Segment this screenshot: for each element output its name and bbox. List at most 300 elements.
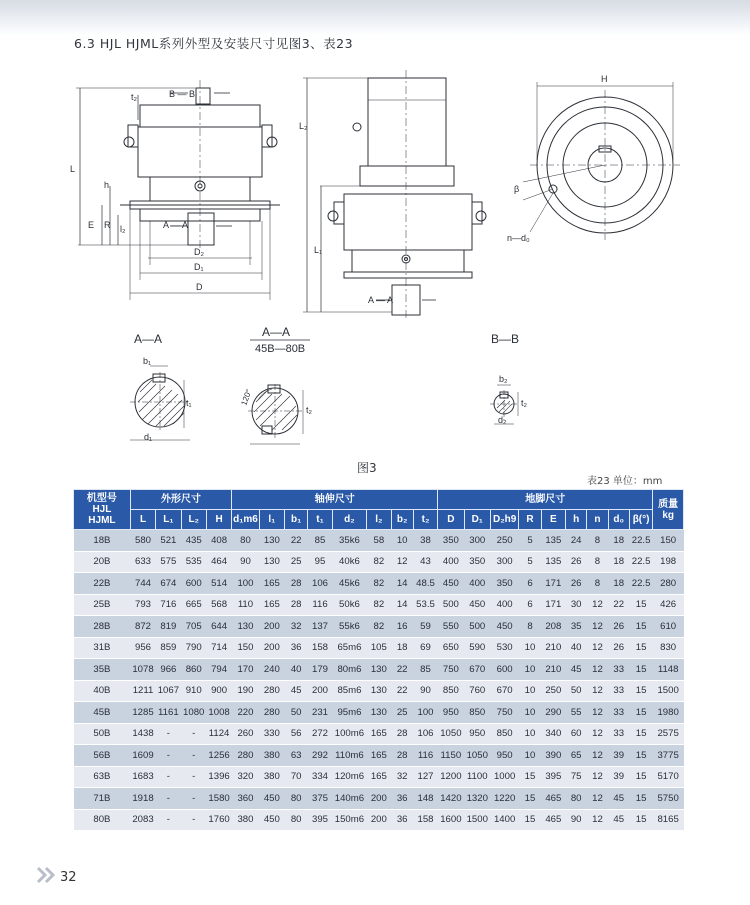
table-cell: 535 [181,551,206,573]
table-cell: - [156,788,181,810]
table-cell: 12 [587,594,608,616]
table-cell: 1500 [464,809,490,831]
table-cell: 350 [490,573,518,595]
table-cell: 137 [308,616,332,638]
table-cell: 633 [130,551,155,573]
table-cell: 45 [566,659,587,681]
table-cell: 28 [391,723,413,745]
table-cell: 65 [566,745,587,767]
table-cell: 1320 [464,788,490,810]
table-cell: 50 [566,680,587,702]
table-cell: 750 [438,659,464,681]
table-cell: 1080 [181,702,206,724]
table-cell: 33 [608,680,629,702]
header-mass-label: 质量 [658,498,679,510]
table-cell: 8 [587,573,608,595]
table-cell: 150 [232,637,259,659]
table-cell: 80 [285,788,308,810]
table-cell: 670 [464,659,490,681]
table-cell: 26 [566,551,587,573]
model-cell: 71B [74,788,131,810]
table-cell: 25 [285,551,308,573]
table-cell: 6 [519,573,541,595]
table-cell: 450 [464,594,490,616]
table-cell: 5170 [653,766,684,788]
table-cell: 100 [232,573,259,595]
table-cell: 714 [206,637,231,659]
table-cell: 2083 [130,809,155,831]
table-cell: 10 [519,723,541,745]
table-cell: 400 [490,594,518,616]
label-bb-top: B — B [169,89,196,99]
table-cell: 80 [285,809,308,831]
table-cell: 70 [285,766,308,788]
table-cell: 39 [608,766,629,788]
label-section-aa: A—A [134,332,163,346]
table-cell: 15 [629,766,652,788]
table-cell: 165 [367,766,391,788]
table-cell: 12 [391,551,413,573]
label-n-d0: n—d₀ [507,233,530,243]
table-cell: 395 [541,766,565,788]
header-mass [653,490,684,530]
table-cell: 334 [308,766,332,788]
table-cell: 530 [490,637,518,659]
table-cell: 50k6 [332,594,367,616]
table-cell: 18 [608,573,629,595]
table-cell: 59 [413,616,437,638]
table-cell: 330 [259,723,284,745]
column-header: b₁ [285,510,308,530]
table-cell: 24 [566,530,587,552]
table-cell: 28 [285,594,308,616]
table-cell: 1078 [130,659,155,681]
table-cell: 55k6 [332,616,367,638]
label-t2-aa2: t₂ [306,405,312,415]
table-row [74,637,684,659]
table-cell: 872 [130,616,155,638]
table-cell: 3775 [653,745,684,767]
table-cell: 408 [206,530,231,552]
table-cell: 1150 [438,745,464,767]
table-cell: 127 [413,766,437,788]
label-beta: β [514,184,520,194]
table-cell: 95m6 [332,702,367,724]
table-cell: 15 [629,702,652,724]
table-cell: 340 [541,723,565,745]
label-E: E [88,220,95,230]
table-cell: 53.5 [413,594,437,616]
table-cell: 280 [259,702,284,724]
label-t2-bb: t₂ [521,398,527,408]
table-cell: - [156,745,181,767]
table-cell: 22 [391,680,413,702]
table-cell: 170 [232,659,259,681]
table-cell: 12 [587,788,608,810]
table-cell: 1683 [130,766,155,788]
table-cell: 130 [259,551,284,573]
table-cell: 380 [259,766,284,788]
table-cell: 22 [608,594,629,616]
table-cell: 35k6 [332,530,367,552]
table-cell: 15 [629,788,652,810]
table-cell: 33 [608,659,629,681]
table-caption: 表23 单位：mm [587,476,663,487]
table-cell: 650 [438,637,464,659]
table-cell: 1161 [156,702,181,724]
column-header: t₂ [413,510,437,530]
column-header: β(°) [629,510,652,530]
table-cell: 790 [181,637,206,659]
table-cell: 1500 [653,680,684,702]
table-cell: 5 [519,551,541,573]
table-cell: 40 [566,637,587,659]
table-cell: 14 [391,573,413,595]
table-cell: 32 [285,616,308,638]
table-cell: 12 [587,659,608,681]
label-L2: L₂ [299,121,308,131]
table-cell: 1420 [438,788,464,810]
table-row [74,616,684,638]
table-cell: 36 [285,637,308,659]
table-cell: 15 [629,616,652,638]
table-cell: 1148 [653,659,684,681]
table-cell: 644 [206,616,231,638]
column-header: D₂h9 [490,510,518,530]
table-cell: 63 [285,745,308,767]
table-cell: 1211 [130,680,155,702]
table-cell: 130 [232,616,259,638]
table-cell: 950 [438,702,464,724]
label-L: L [70,164,76,174]
table-cell: 375 [308,788,332,810]
header-model [74,490,131,530]
table-cell: 90 [566,809,587,831]
header-mass-unit: kg [662,509,674,521]
table-cell: 966 [156,659,181,681]
table-cell: 280 [259,680,284,702]
table-cell: 12 [587,637,608,659]
table-cell: - [181,809,206,831]
table-cell: 22.5 [629,573,652,595]
table-cell: 130 [367,659,391,681]
column-header: b₂ [391,510,413,530]
table-cell: 950 [490,745,518,767]
table-cell: 514 [206,573,231,595]
table-cell: 130 [367,702,391,724]
label-d1: d₁ [144,432,153,442]
header-foot: 地脚尺寸 [438,490,653,510]
table-cell: 15 [519,788,541,810]
label-L1: L₁ [314,245,323,255]
table-cell: 210 [541,637,565,659]
table-cell: 158 [413,809,437,831]
table-cell: 674 [156,573,181,595]
table-cell: 1220 [490,788,518,810]
table-cell: 135 [541,551,565,573]
table-cell: 450 [259,809,284,831]
table-cell: 550 [438,616,464,638]
table-cell: 1580 [206,788,231,810]
table-cell: 116 [308,594,332,616]
table-cell: 165 [259,594,284,616]
table-cell: 231 [308,702,332,724]
table-cell: 45k6 [332,573,367,595]
table-cell: 220 [232,702,259,724]
label-section-bb: B—B [491,332,520,346]
column-header: E [541,510,565,530]
page-number: 32 [60,870,77,885]
table-cell: 210 [541,659,565,681]
technical-drawings [0,60,750,480]
table-cell: 165 [367,745,391,767]
table-cell: 200 [367,809,391,831]
table-cell: 716 [156,594,181,616]
table-cell: - [181,788,206,810]
table-cell: 90 [232,551,259,573]
column-header: n [587,510,608,530]
table-cell: 793 [130,594,155,616]
table-cell: 110m6 [332,745,367,767]
table-cell: 575 [156,551,181,573]
table-cell: 100m6 [332,723,367,745]
chevron-right-icon [36,866,58,884]
table-cell: 165 [367,723,391,745]
table-cell: 6 [519,594,541,616]
column-header: L₂ [181,510,206,530]
table-cell: 80 [566,788,587,810]
table-cell: 171 [541,594,565,616]
table-cell: 26 [608,616,629,638]
table-row [74,573,684,595]
model-cell: 22B [74,573,131,595]
table-cell: 750 [490,702,518,724]
figure-caption: 图3 [357,461,377,475]
table-cell: 15 [519,766,541,788]
table-cell: 15 [629,809,652,831]
table-cell: 819 [156,616,181,638]
table-cell: 290 [541,702,565,724]
table-cell: 25 [391,702,413,724]
table-cell: 500 [464,616,490,638]
column-header: l₁ [259,510,284,530]
top-gradient-band [0,0,750,36]
table-cell: 744 [130,573,155,595]
table-cell: 8 [587,530,608,552]
table-cell: 200 [308,680,332,702]
table-cell: 30 [566,594,587,616]
table-cell: 450 [438,573,464,595]
label-b1: b₁ [143,356,152,366]
table-cell: 1400 [490,809,518,831]
table-cell: 1760 [206,809,231,831]
table-cell: 12 [587,745,608,767]
header-shaft: 轴伸尺寸 [232,490,438,510]
table-cell: 272 [308,723,332,745]
table-cell: - [156,809,181,831]
table-cell: 10 [519,637,541,659]
table-cell: 36 [391,809,413,831]
table-cell: 1609 [130,745,155,767]
header-hjl: HJL [92,504,112,515]
table-cell: 956 [130,637,155,659]
table-row [74,702,684,724]
table-cell: 110 [232,594,259,616]
table-cell: 794 [206,659,231,681]
table-row [74,723,684,745]
table-cell: 179 [308,659,332,681]
model-cell: 31B [74,637,131,659]
label-aa-side: A — A [163,220,189,230]
table-cell: 39 [608,745,629,767]
table-cell: 1980 [653,702,684,724]
label-aa-side2: A — A [368,295,394,305]
table-cell: 58 [367,530,391,552]
table-cell: 665 [181,594,206,616]
table-cell: 12 [587,766,608,788]
table-cell: 80m6 [332,659,367,681]
table-cell: 860 [181,659,206,681]
model-cell: 28B [74,616,131,638]
table-cell: 200 [259,637,284,659]
column-header: t₁ [308,510,332,530]
table-cell: 5 [519,530,541,552]
model-cell: 25B [74,594,131,616]
table-cell: 380 [259,745,284,767]
table-cell: 106 [413,723,437,745]
label-h: h [104,180,110,190]
table-cell: 15 [629,659,652,681]
table-cell: 10 [519,659,541,681]
model-cell: 56B [74,745,131,767]
dimension-table [73,489,684,831]
table-cell: 130 [367,680,391,702]
table-cell: 200 [367,788,391,810]
table-cell: 22 [285,530,308,552]
table-cell: 38 [413,530,437,552]
table-cell: 280 [232,745,259,767]
table-cell: 395 [308,809,332,831]
label-H: H [601,74,608,84]
label-angle-120: 120° [239,388,254,407]
model-cell: 35B [74,659,131,681]
table-cell: 580 [130,530,155,552]
table-cell: 360 [232,788,259,810]
label-l2: l₂ [120,224,126,234]
table-cell: 1067 [156,680,181,702]
table-cell: 12 [587,616,608,638]
table-cell: 60 [566,723,587,745]
table-cell: 82 [367,551,391,573]
column-header: l₂ [367,510,391,530]
section-title: 6.3 HJL HJML系列外型及安装尺寸见图3、表23 [74,36,354,51]
table-cell: 280 [653,573,684,595]
table-cell: 33 [608,723,629,745]
column-header: d₀ [608,510,629,530]
table-cell: 705 [181,616,206,638]
label-D: D [196,282,203,292]
table-cell: 1285 [130,702,155,724]
table-cell: 12 [587,680,608,702]
table-cell: 2575 [653,723,684,745]
table-cell: 35 [566,616,587,638]
table-cell: 590 [464,637,490,659]
table-cell: 208 [541,616,565,638]
table-cell: 900 [206,680,231,702]
table-cell: 850 [438,680,464,702]
table-cell: 1050 [438,723,464,745]
table-cell: 14 [391,594,413,616]
table-cell: 82 [367,573,391,595]
table-cell: - [181,745,206,767]
table-cell: - [156,723,181,745]
table-cell: 171 [541,573,565,595]
table-cell: 45 [608,809,629,831]
table-cell: 1050 [464,745,490,767]
table-cell: - [156,766,181,788]
table-cell: 15 [629,680,652,702]
table-cell: 260 [232,723,259,745]
column-header: h [566,510,587,530]
table-cell: 90 [413,680,437,702]
table-cell: 116 [413,745,437,767]
table-cell: 760 [464,680,490,702]
table-cell: 521 [156,530,181,552]
table-cell: 200 [259,616,284,638]
table-cell: 5750 [653,788,684,810]
table-cell: 1000 [490,766,518,788]
table-cell: 10 [519,680,541,702]
model-cell: 20B [74,551,131,573]
table-cell: 18 [391,637,413,659]
table-cell: 80 [232,530,259,552]
table-cell: 320 [232,766,259,788]
table-cell: 28 [285,573,308,595]
table-cell: 300 [490,551,518,573]
table-cell: - [181,766,206,788]
table-cell: 426 [653,594,684,616]
table-cell: 12 [587,702,608,724]
table-cell: 1256 [206,745,231,767]
table-cell: 465 [541,809,565,831]
table-cell: 15 [629,723,652,745]
table-cell: 18 [608,530,629,552]
table-cell: 859 [156,637,181,659]
column-header: D [438,510,464,530]
table-cell: 850 [464,702,490,724]
column-header: L₁ [156,510,181,530]
table-cell: 82 [367,616,391,638]
model-cell: 80B [74,809,131,831]
table-cell: 435 [181,530,206,552]
table-cell: 16 [391,616,413,638]
table-cell: 350 [464,551,490,573]
table-row [74,551,684,573]
table-cell: 12 [587,809,608,831]
label-D1: D₁ [194,262,204,272]
table-row [74,659,684,681]
table-cell: 36 [391,788,413,810]
column-header: R [519,510,541,530]
column-header: d₁m6 [232,510,259,530]
header-model-label: 机型号 [86,493,117,504]
table-cell: 32 [391,766,413,788]
table-cell: 190 [232,680,259,702]
table-row [74,766,684,788]
table-cell: 400 [438,551,464,573]
table-row [74,594,684,616]
table-cell: 48.5 [413,573,437,595]
